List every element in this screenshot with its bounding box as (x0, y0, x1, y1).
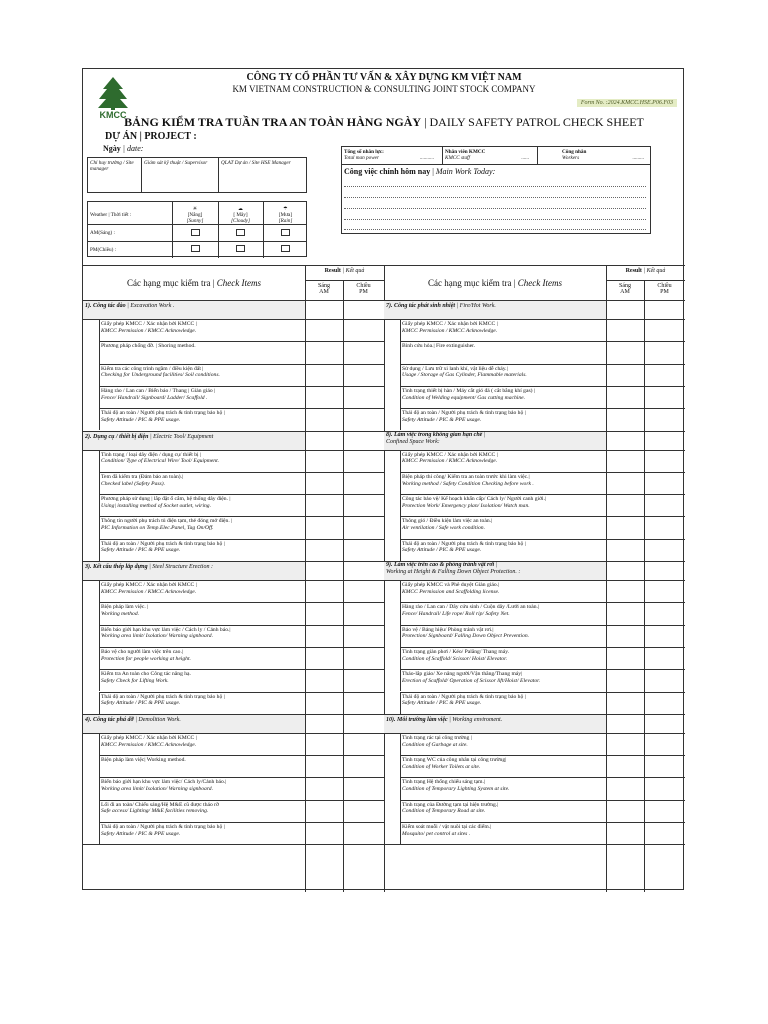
section-title: 2). Dụng cụ / thiết bị điện (85, 433, 149, 440)
result-cell-pm[interactable] (645, 670, 685, 690)
result-cell-pm[interactable] (645, 409, 685, 429)
check-item (99, 627, 305, 647)
pm-header-left: Chiều PM (356, 283, 371, 295)
check-item-en: Safety Attitude / PIC & PPE usage. (101, 830, 181, 837)
section-header (384, 432, 606, 450)
check-item (400, 452, 606, 472)
signature-supervisor[interactable]: Giám sát kỹ thuật / Supervisor (142, 158, 219, 192)
check-item (99, 452, 305, 472)
result-cell-pm[interactable] (344, 648, 384, 668)
result-cell-am[interactable] (306, 581, 343, 601)
result-cell-am[interactable] (306, 603, 343, 623)
am-sunny-checkbox[interactable] (191, 229, 200, 236)
logo-text: KMCC (99, 110, 127, 120)
check-item (400, 410, 606, 430)
result-cell-pm[interactable] (645, 365, 685, 385)
check-item (400, 582, 606, 602)
result-cell-am[interactable] (607, 801, 644, 821)
result-cell-am[interactable] (607, 734, 644, 754)
check-item (99, 410, 305, 430)
check-item (99, 694, 305, 714)
result-cell-pm[interactable] (645, 734, 685, 754)
section-header (83, 301, 305, 319)
result-cell-pm[interactable] (645, 648, 685, 668)
check-item-en: Safety Attitude / PIC & PPE usage. (402, 547, 482, 554)
section-header (83, 562, 305, 580)
section-title-en: Working at Height & Falling Down Object Protection. : (386, 569, 521, 575)
pm-rain-checkbox[interactable] (281, 245, 290, 252)
result-cell-pm[interactable] (645, 473, 685, 493)
section-title-en: | Steel Structure Erection : (147, 564, 213, 570)
check-item-vn: Biện pháp làm việc| Working method. (101, 757, 186, 764)
result-cell-am[interactable] (306, 365, 343, 385)
form-number: Form No. :2024.KMCC.HSE.P06.F03 (577, 99, 677, 107)
check-item-en: Mosquito/ pet control at sites . (402, 830, 471, 837)
section-title-en: | Working enviroment. (447, 716, 503, 723)
check-item-vn: Giấy phép KMCC / Xác nhận bởi KMCC | (101, 734, 197, 741)
title-en: DAILY SAFETY PATROL CHECK SHEET (429, 115, 644, 129)
check-item-vn: Kiểm soát muỗi / vật nuôi tại các điểm.| (402, 824, 492, 830)
check-item-en: Working area limit/ Isolation/ Warning signboard. (101, 633, 213, 640)
result-cell-am[interactable] (607, 451, 644, 471)
check-item-en: Air ventilation / Safe work condition. (402, 525, 485, 532)
result-cell-pm[interactable] (645, 581, 685, 601)
safety-check-sheet (82, 68, 684, 890)
result-cell-pm[interactable] (344, 581, 384, 601)
check-item-vn: Kiểm tra An toàn cho Công tác nâng hạ. (101, 671, 191, 678)
result-cell-am[interactable] (306, 734, 343, 754)
check-item (400, 824, 606, 844)
check-item-en: KMCC Permission / KMCC Acknowledge. (101, 327, 197, 334)
check-item (400, 802, 606, 822)
sheet-title (83, 115, 685, 130)
result-cell-am[interactable] (607, 540, 644, 560)
check-item-en: Condition/ Type of Electrical Wire/ Tool/ Equipment. (101, 458, 220, 465)
check-item-vn: Công tác bảo vệ/ Kế hoạch khẩn cấp/ Cách ly/ Người canh giới.| (402, 496, 547, 503)
section-header (83, 715, 305, 733)
check-item-vn: Thái độ an toàn / Người phụ trách & tình trạng bảo hộ | (101, 540, 225, 547)
total-manpower[interactable]: Tổng số nhân lực: Total man power ........... (344, 149, 434, 161)
result-cell-am[interactable] (607, 693, 644, 713)
check-item-vn: Bình cứu hỏa.| Fire extinguisher. (402, 343, 476, 350)
result-cell-pm[interactable] (344, 823, 384, 843)
check-item-en: PIC Information on Temp.Elec.Panel, Tag On/Off. (101, 525, 214, 532)
result-cell-pm[interactable] (344, 778, 384, 798)
section-title: 4). Công tác phá dỡ (85, 716, 134, 723)
check-items-header-left: Các hạng mục kiểm tra | Check Items (126, 278, 262, 288)
check-item (400, 779, 606, 799)
check-item (99, 802, 305, 822)
check-item-en: Safety Attitude / PIC & PPE usage. (101, 416, 181, 423)
check-item (400, 474, 606, 494)
check-item (99, 582, 305, 602)
result-cell-am[interactable] (306, 495, 343, 515)
sun-icon: ☀ (192, 206, 198, 212)
result-cell-am[interactable] (607, 670, 644, 690)
check-item-vn: Phương pháp sử dụng | lắp đặt ổ cắm, hệ thống dây điện. | (101, 496, 231, 503)
result-cell-am[interactable] (306, 778, 343, 798)
signature-table (87, 157, 307, 193)
check-item (99, 779, 305, 799)
check-item-en: KMCC Permission / KMCC Acknowledge. (101, 741, 197, 748)
result-cell-pm[interactable] (344, 495, 384, 515)
check-item-en: Fence/ Handrail/ Signboard/ Ladder/ Scaffold . (101, 394, 208, 401)
check-item (400, 388, 606, 408)
check-item-vn: Phương pháp chống đỡ. | Shoring method. (101, 343, 196, 350)
am-label: AM(Sáng) : (90, 230, 115, 236)
check-item-en: Erection of Scaffold/ Operation of Scissor lift/Hoist/ Elevator. (402, 677, 541, 684)
am-header-left: Sáng AM (318, 283, 330, 295)
check-item-vn: Giấy phép KMCC / Xác nhận bởi KMCC | (402, 451, 498, 458)
section-header (83, 432, 305, 450)
main-work-line[interactable] (344, 219, 646, 220)
kmcc-staff[interactable]: Nhân viên KMCC KMCC staff ...... (445, 149, 529, 161)
check-item-vn: Tình trạng thiết bị hàn / Máy cắt gió đá ( cắt bằng khí gas) | (402, 387, 536, 394)
weather-cloudy: ☁ [ Mây] [Cloudy] (230, 206, 251, 224)
section-title: 9). Làm việc trên cao & phòng tránh vật rơi (386, 562, 495, 568)
check-item-en: Condition of Scaffold/ Scissor/ Hoist/ Elevator. (402, 655, 508, 662)
result-cell-am[interactable] (306, 320, 343, 340)
check-item-en: Working area limit/ Isolation/ Warning signboard. (101, 786, 213, 793)
check-item-en: Usage / Storage of Gas Cylinder, Flammable materials. (402, 372, 527, 379)
date-label (103, 144, 143, 153)
result-cell-pm[interactable] (645, 756, 685, 776)
check-item (99, 366, 305, 386)
section-header (384, 715, 606, 733)
section-title-en: | Excavation Work . (125, 303, 175, 309)
check-item (400, 627, 606, 647)
check-item-en: Protection/ Signboard/ Falling Down Object Prevention. (402, 633, 530, 640)
result-cell-pm[interactable] (645, 823, 685, 843)
result-cell-pm[interactable] (645, 693, 685, 713)
check-item-vn: Biển báo giới hạn khu vực làm việc/ Cách ly/Cảnh báo.| (101, 779, 227, 786)
check-item (400, 518, 606, 538)
result-cell-am[interactable] (306, 756, 343, 776)
check-item-en: Using| installing method of Socket outlet, wiring. (101, 502, 211, 509)
project-label: DỰ ÁN | PROJECT : (105, 131, 197, 142)
check-item (400, 649, 606, 669)
section-title: 1). Công tác đào (85, 303, 126, 309)
check-item (99, 496, 305, 516)
check-item-en: Checking for Underground facilities/ Soil conditions. (101, 372, 220, 379)
result-cell-am[interactable] (607, 409, 644, 429)
check-item-vn: Thái độ an toàn / Người phụ trách & tình trạng bảo hộ | (101, 410, 225, 417)
section-title-en: | (482, 431, 486, 438)
result-cell-pm[interactable] (344, 670, 384, 690)
check-item-vn: Tem đã kiểm tra (Đảm bảo an toàn).| (101, 473, 184, 480)
check-item-vn: Thái độ an toàn / Người phụ trách & tình trạng bảo hộ | (101, 824, 225, 830)
result-cell-am[interactable] (306, 801, 343, 821)
result-cell-am[interactable] (607, 823, 644, 843)
result-cell-pm[interactable] (344, 451, 384, 471)
check-item-en: Safety Attitude / PIC & PPE usage. (101, 547, 181, 554)
rain-icon: ☂ (283, 206, 288, 212)
check-item-vn: Giấy phép KMCC và Phê duyệt Giàn giáo.| (402, 582, 500, 588)
result-cell-am[interactable] (306, 648, 343, 668)
check-item-en: KMCC Permission / KMCC Acknowledge. (402, 327, 498, 334)
check-item (400, 757, 606, 777)
result-cell-pm[interactable] (344, 320, 384, 340)
check-item (99, 735, 305, 755)
result-cell-am[interactable] (306, 451, 343, 471)
result-cell-am[interactable] (607, 603, 644, 623)
check-item-en: Condition of Temporary Road at site. (402, 808, 486, 815)
signature-hse-manager[interactable]: QLAT Dự án / Site HSE Manager (221, 160, 291, 166)
check-item-en: KMCC Permission / KMCC Acknowledge. (101, 588, 197, 595)
result-cell-pm[interactable] (645, 495, 685, 515)
check-item-en: Safety Attitude / PIC & PPE usage. (402, 700, 482, 707)
am-rain-checkbox[interactable] (281, 229, 290, 236)
result-cell-pm[interactable] (645, 342, 685, 362)
check-item (99, 321, 305, 341)
check-item-en: KMCC Permission and Scaffolding license. (402, 588, 500, 595)
check-item-en: Protection Work/ Emergency plan/ Isolation/ Watch man. (402, 502, 530, 509)
result-cell-am[interactable] (607, 756, 644, 776)
section-title: 3). Kết cấu thép lắp dựng (85, 564, 148, 570)
company-name-en: KM VIETNAM CONSTRUCTION & CONSULTING JOINT STOCK COMPANY (232, 84, 536, 94)
check-item-en: Checked label (Safety Pass). (101, 480, 165, 487)
check-item (99, 518, 305, 538)
weather-table (87, 201, 307, 257)
result-cell-pm[interactable] (344, 409, 384, 429)
result-cell-am[interactable] (306, 409, 343, 429)
check-item-en: KMCC Permission / KMCC Acknowledge. (402, 458, 498, 465)
section-title: 10). Môi trường làm việc (386, 716, 448, 723)
cloud-icon: ☁ (237, 206, 244, 212)
check-item-vn: Thái độ an toàn / Người phụ trách & tình trạng bảo hộ | (402, 693, 526, 700)
result-cell-pm[interactable] (344, 387, 384, 407)
result-cell-am[interactable] (306, 823, 343, 843)
section-header (384, 301, 606, 319)
weather-sunny: ☀ [Nắng] [Sunny] (186, 206, 204, 224)
section-title-en: | Fire/Hot Work. (455, 303, 496, 309)
check-item (400, 496, 606, 516)
result-cell-am[interactable] (306, 342, 343, 362)
main-work-line[interactable] (344, 186, 646, 187)
check-item-vn: Thông gió / Điều kiện làm việc an toàn.| (402, 518, 493, 525)
check-item-vn: Thái độ an toàn / Người phụ trách & tình trạng bảo hộ | (101, 693, 225, 700)
check-item-en: Safe access/ Lighting/ M&E facilities removing. (101, 808, 209, 815)
result-cell-pm[interactable] (645, 517, 685, 537)
result-cell-pm[interactable] (344, 603, 384, 623)
check-item (99, 343, 305, 363)
am-header-right: Sáng AM (619, 283, 631, 295)
check-item (400, 604, 606, 624)
check-item (99, 388, 305, 408)
check-item-en: Safety Check for Lifting Work. (101, 677, 169, 684)
section-title-en: | (494, 562, 498, 568)
check-item-en: Fence/ Handrail/ Life rope/ Roll rip/ Safety Net. (402, 611, 510, 618)
result-cell-am[interactable] (607, 517, 644, 537)
check-item-vn: Tháo-lắp giáo/ Xe nâng người/Vận thăng/Thang máy| (402, 671, 523, 678)
result-cell-am[interactable] (607, 320, 644, 340)
check-item-en: Safety Attitude / PIC & PPE usage. (402, 416, 482, 423)
check-item-vn: Sử dụng / Lưu trữ xi lanh khí, vật liệu dễ cháy.| (402, 365, 508, 372)
result-cell-am[interactable] (306, 670, 343, 690)
check-item-vn: Tình trạng giàn phơi / Kéo/ Palăng/ Thang máy. (402, 648, 510, 655)
check-item-vn: Kiểm tra các công trình ngầm / điều kiện đất | (101, 365, 204, 372)
pm-cloudy-checkbox[interactable] (236, 245, 245, 252)
pm-header-right: Chiều PM (657, 283, 672, 295)
result-cell-am[interactable] (306, 693, 343, 713)
check-item-vn: Bảo vệ cho người làm việc trên cao.| (101, 648, 183, 655)
check-item-vn: Giấy phép KMCC / Xác nhận bởi KMCC | (101, 582, 197, 588)
result-header-left: Result | Kết quả (324, 268, 365, 274)
result-cell-am[interactable] (306, 517, 343, 537)
result-cell-pm[interactable] (645, 603, 685, 623)
check-items-header-right: Các hạng mục kiểm tra | Check Items (427, 278, 563, 288)
result-cell-pm[interactable] (645, 387, 685, 407)
result-cell-pm[interactable] (344, 693, 384, 713)
result-cell-pm[interactable] (645, 626, 685, 646)
result-cell-pm[interactable] (645, 451, 685, 471)
workers-count[interactable]: Công nhân Workers ......... (562, 149, 644, 161)
result-cell-am[interactable] (607, 626, 644, 646)
check-item (99, 604, 305, 624)
result-cell-am[interactable] (607, 365, 644, 385)
result-cell-pm[interactable] (645, 801, 685, 821)
check-item-vn: Tình trạng rác tại công trường | (402, 734, 472, 741)
check-item-vn: Tình trạng WC của công nhân tại công trường| (402, 757, 507, 764)
check-table (83, 265, 685, 891)
result-cell-am[interactable] (607, 581, 644, 601)
result-cell-am[interactable] (306, 473, 343, 493)
section-title: 8). Làm việc trong không gian hạn chế (386, 431, 483, 438)
check-item (400, 321, 606, 341)
check-item (99, 649, 305, 669)
result-cell-am[interactable] (607, 387, 644, 407)
check-item-vn: Thái độ an toàn / Người phụ trách & tình trạng bảo hộ | (402, 540, 526, 547)
weather-label: Weather | Thời tiết : (90, 212, 132, 218)
section-title: 7). Công tác phát sinh nhiệt (386, 303, 456, 309)
section-title-en: | Demolition Work. (133, 716, 181, 723)
check-item (400, 366, 606, 386)
check-item (99, 757, 305, 777)
result-cell-am[interactable] (306, 387, 343, 407)
check-item-vn: Biện pháp làm việc. | (101, 604, 149, 611)
am-cloudy-checkbox[interactable] (236, 229, 245, 236)
manpower-table (341, 146, 651, 234)
company-name-vn: CÔNG TY CỔ PHẦN TƯ VẤN & XÂY DỰNG KM VIỆT NAM (246, 72, 522, 83)
pm-sunny-checkbox[interactable] (191, 245, 200, 252)
check-item-vn: Lối đi an toàn/ Chiếu sáng/Hệ M&E cũ được tháo rỡ (101, 801, 220, 808)
signature-site-manager[interactable]: Chỉ huy trưởng / Site manager (88, 158, 142, 192)
check-item (99, 541, 305, 561)
result-header-right: Result | Kết quả (625, 268, 666, 274)
result-cell-am[interactable] (607, 342, 644, 362)
check-item-en: Condition of Garbage at site. (402, 741, 468, 748)
result-cell-am[interactable] (306, 540, 343, 560)
result-cell-pm[interactable] (344, 626, 384, 646)
result-cell-pm[interactable] (344, 517, 384, 537)
check-item-en: Condition of Welding equipment/ Gas cutting machine. (402, 394, 525, 401)
section-title-en: Confined Space Work: (386, 438, 440, 445)
check-item (400, 343, 606, 363)
result-cell-pm[interactable] (344, 342, 384, 362)
check-item-vn: Giấy phép KMCC / Xác nhận bởi KMCC | (402, 321, 498, 327)
check-item-en: Protection for people working at height. (101, 655, 191, 662)
check-item-vn: Hàng rào / Lan can / Biển báo / Thang | Giàn giáo | (101, 387, 216, 394)
check-item (400, 694, 606, 714)
check-item-vn: Thái độ an toàn / Người phụ trách & tình trạng bảo hộ | (402, 410, 526, 417)
section-header (384, 562, 606, 580)
check-item-vn: Biển báo giới hạn khu vực làm việc / Cách ly / Cảnh báo.| (101, 626, 231, 633)
check-item-en: Safety Attitude / PIC & PPE usage. (101, 700, 181, 707)
check-item-vn: Tình trạng Hệ thống chiếu sáng tạm.| (402, 779, 485, 786)
result-cell-pm[interactable] (344, 365, 384, 385)
check-item-en: Working method. (101, 611, 140, 618)
check-item (400, 735, 606, 755)
result-cell-am[interactable] (607, 473, 644, 493)
result-cell-am[interactable] (607, 648, 644, 668)
check-item (99, 671, 305, 691)
result-cell-pm[interactable] (645, 320, 685, 340)
main-work-line[interactable] (344, 229, 646, 230)
section-title-en: | Electric Tool/ Equipment (148, 433, 214, 440)
result-cell-pm[interactable] (344, 734, 384, 754)
result-cell-pm[interactable] (344, 473, 384, 493)
result-cell-pm[interactable] (344, 540, 384, 560)
title-vn: BẢNG KIỂM TRA TUẦN TRA AN TOÀN HÀNG NGÀY (124, 115, 422, 129)
result-cell-am[interactable] (306, 626, 343, 646)
result-cell-pm[interactable] (344, 756, 384, 776)
result-cell-pm[interactable] (645, 540, 685, 560)
check-item-vn: Hàng rào / Lan can / Dây cứu sinh / Cuộn dây /Lưới an toàn.| (402, 604, 540, 611)
check-item (400, 541, 606, 561)
check-item (99, 824, 305, 844)
main-work-line[interactable] (344, 208, 646, 209)
check-item-vn: Biện pháp thi công/ Kiểm tra an toàn trước khi làm việc.| (402, 473, 530, 480)
pm-label: PM(Chiều) : (90, 247, 117, 253)
result-cell-pm[interactable] (645, 778, 685, 798)
check-item (99, 474, 305, 494)
check-item-vn: Tình trạng / loại dây điện / dụng cụ/ thiết bị | (101, 451, 202, 458)
result-cell-am[interactable] (607, 778, 644, 798)
check-item-vn: Bảo vệ / Bảng hiệu/ Phòng tránh vật rơi.| (402, 626, 494, 633)
check-item-vn: Tình trạng của Đường tạm tại hiện trường.| (402, 801, 499, 808)
main-work-line[interactable] (344, 197, 646, 198)
check-item-vn: Giấy phép KMCC / Xác nhận bởi KMCC | (101, 321, 197, 327)
check-item (400, 671, 606, 691)
check-item-en: Condition of Worker Toilets at site. (402, 763, 481, 770)
check-item-en: Working method / Safety Condition Checking before work . (402, 480, 534, 487)
date-label-en: | date: (120, 144, 144, 153)
check-item-vn: Thông tin người phụ trách tủ điện tạm, thẻ đóng mở điện. | (101, 518, 233, 525)
result-cell-am[interactable] (607, 495, 644, 515)
date-label-vn: Ngày (103, 144, 121, 153)
title-separator: | (421, 115, 430, 129)
check-item-en: Condition of Temporary Lighting System at site. (402, 786, 510, 793)
result-cell-pm[interactable] (344, 801, 384, 821)
weather-rain: ☂ [Mưa] [Rain] (278, 206, 293, 224)
main-work-label: Công việc chính hôm nay | Main Work Today: (344, 167, 496, 176)
